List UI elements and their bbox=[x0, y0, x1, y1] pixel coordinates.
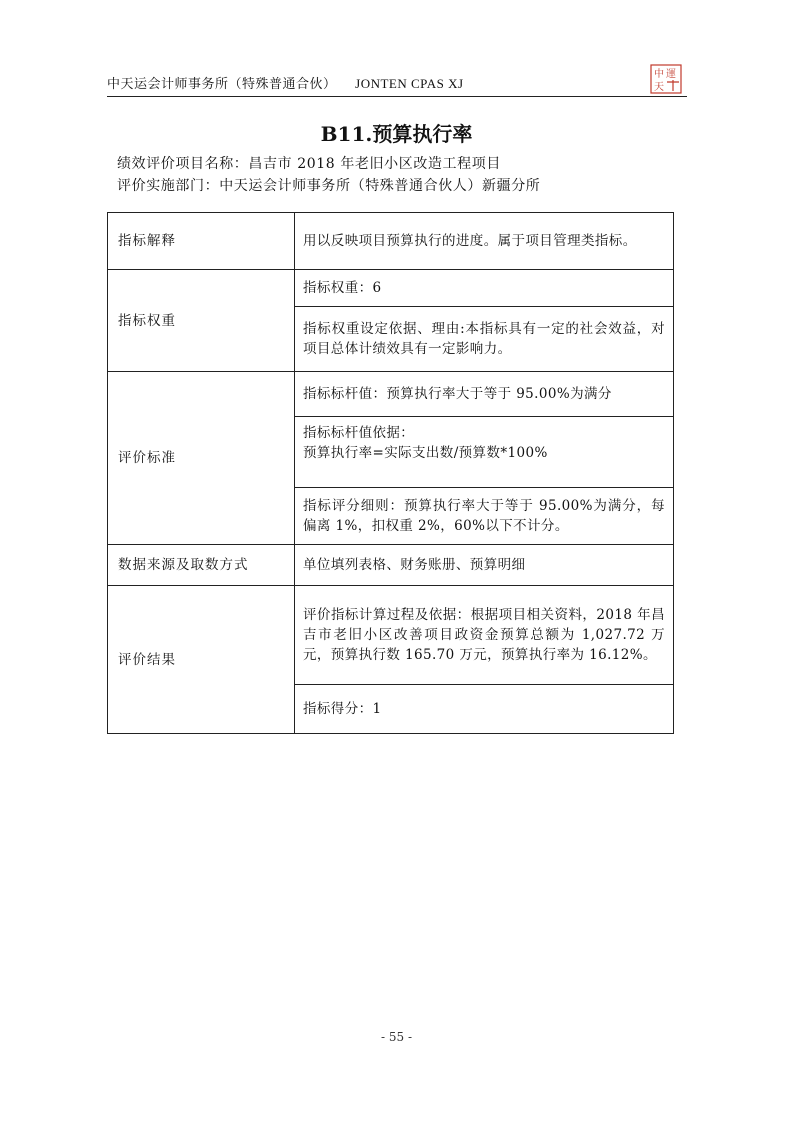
table-row bbox=[108, 213, 674, 270]
header-rule bbox=[107, 96, 687, 97]
weight-value: 指标权重：6 bbox=[295, 270, 674, 307]
svg-text:天: 天 bbox=[654, 82, 664, 93]
header-org-name: 中天运会计师事务所（特殊普通合伙） bbox=[107, 77, 337, 92]
svg-text:運: 運 bbox=[666, 69, 676, 80]
source-value: 单位填列表格、财务账册、预算明细 bbox=[295, 545, 674, 586]
table-row bbox=[108, 270, 674, 307]
header-org-en: JONTEN CPAS XJ bbox=[355, 76, 464, 91]
result-label: 评价结果 bbox=[108, 586, 295, 734]
explain-label: 指标解释 bbox=[108, 213, 295, 270]
standard-label: 评价标准 bbox=[108, 372, 295, 545]
indicator-table bbox=[107, 212, 674, 734]
standard-value: 指标标杆值：预算执行率大于等于 95.00%为满分 bbox=[295, 372, 674, 417]
page-number: - 55 - bbox=[380, 1030, 412, 1044]
result-process: 评价指标计算过程及依据：根据项目相关资料，2018 年昌吉市老旧小区改善项目政资金预算总额为 1,027.72 万元，预算执行数 165.70 万元，预算执行率为 16.12%。 bbox=[295, 586, 674, 685]
explain-value: 用以反映项目预算执行的进度。属于项目管理类指标。 bbox=[295, 213, 674, 270]
result-score: 指标得分：1 bbox=[295, 685, 674, 734]
department-line: 评价实施部门：中天运会计师事务所（特殊普通合伙人）新疆分所 bbox=[117, 178, 541, 194]
jonten-logo bbox=[650, 64, 682, 94]
project-name-line: 绩效评价项目名称：昌吉市 2018 年老旧小区改造工程项目 bbox=[117, 156, 501, 172]
svg-text:中: 中 bbox=[654, 69, 664, 80]
standard-basis bbox=[295, 417, 674, 488]
weight-basis: 指标权重设定依据、理由:本指标具有一定的社会效益，对项目总体计绩效具有一定影响力。 bbox=[295, 307, 674, 372]
table-row bbox=[108, 586, 674, 685]
table-row bbox=[108, 372, 674, 417]
standard-detail: 指标评分细则：预算执行率大于等于 95.00%为满分，每偏离 1%，扣权重 2%，60%以下不计分。 bbox=[295, 488, 674, 545]
source-label: 数据来源及取数方式 bbox=[108, 545, 295, 586]
weight-label: 指标权重 bbox=[108, 270, 295, 372]
table-row bbox=[108, 545, 674, 586]
standard-basis-heading: 指标标杆值依据： bbox=[303, 425, 415, 441]
page-title: B11.预算执行率 bbox=[320, 122, 473, 146]
standard-basis-formula: 预算执行率=实际支出数/预算数*100% bbox=[303, 445, 548, 461]
